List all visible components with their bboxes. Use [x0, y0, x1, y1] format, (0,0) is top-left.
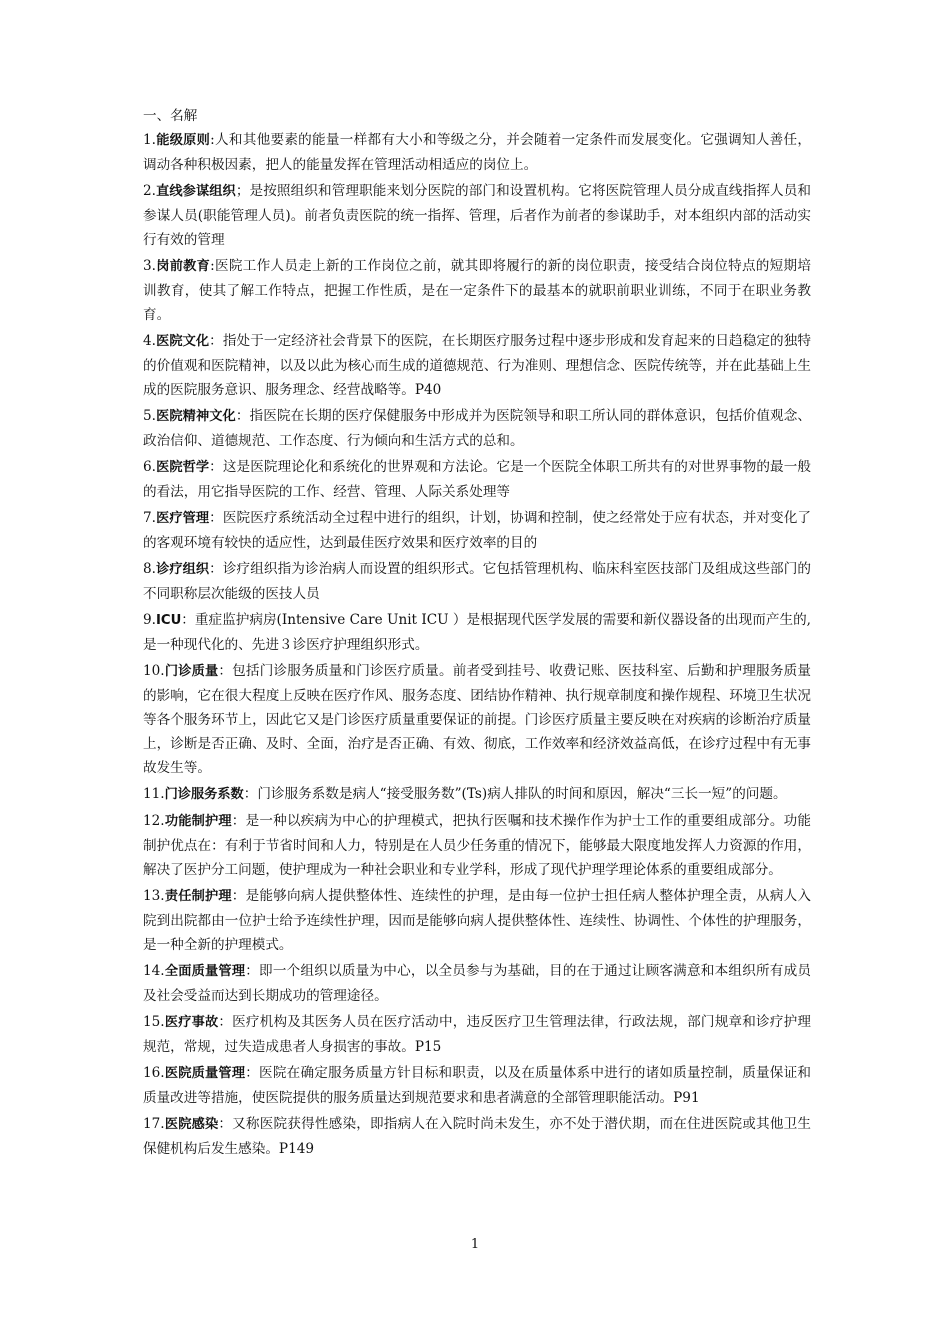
- entry-term: 功能制护理: [164, 814, 232, 829]
- entry-separator: ：: [245, 1065, 260, 1081]
- entry-definition: 是能够向病人提供整体性、连续性的护理，是由每一位护士担任病人整体护理全责，从病人入院到出院都由一位护士给予连续性护理，因而是能够向病人提供整体性、连续性、协调性、个体性的护理服务，是一种全新的护理模式。: [143, 888, 812, 953]
- entry-number: 6.: [143, 459, 156, 475]
- document-body: [143, 104, 811, 1163]
- entry-term: 直线参谋组织: [155, 184, 236, 199]
- entry-term: 能级原则: [155, 133, 211, 148]
- definition-entry: [143, 608, 811, 657]
- entry-separator: ：: [209, 561, 223, 577]
- entry-definition: 又称医院获得性感染，即指病人在入院时尚未发生，亦不处于潜伏期，而在住进医院或其他卫生保健机构后发生感染。P149: [143, 1116, 812, 1157]
- entry-definition: 指处于一定经济社会背景下的医院，在长期医疗服务过程中逐步形成和发育起来的日趋稳定的独特的价值观和医院精神，以及以此为核心而生成的道德规范、行为准则、理想信念、医院传统等，并在此基础上生成的医院服务意识、服务理念、经营战略等。P40: [143, 333, 812, 398]
- entry-separator: ；: [235, 183, 250, 199]
- entry-number: 5.: [143, 408, 156, 424]
- entry-number: 3.: [143, 258, 156, 274]
- entry-term: 医院精神文化: [155, 409, 236, 424]
- definition-entry: [143, 659, 811, 780]
- definition-entry: [143, 557, 811, 606]
- entry-number: 1.: [143, 132, 156, 148]
- definition-entry: [143, 179, 811, 252]
- entry-term: 医疗事故: [164, 1015, 219, 1030]
- entry-number: 12.: [143, 813, 165, 829]
- entry-term: 责任制护理: [164, 889, 232, 904]
- entry-definition: 人和其他要素的能量一样都有大小和等级之分，并会随着一定条件而发展变化。它强调知人善任，调动各种积极因素，把人的能量发挥在管理活动相适应的岗位上。: [143, 132, 812, 173]
- entry-term: 门诊质量: [164, 664, 219, 679]
- entry-definition: 医疗机构及其医务人员在医疗活动中，违反医疗卫生管理法律，行政法规，部门规章和诊疗护理规范，常规，过失造成患者人身损害的事故。P15: [143, 1014, 812, 1055]
- entry-number: 17.: [143, 1116, 165, 1132]
- entry-separator: ：: [235, 408, 250, 424]
- entry-term: ICU: [155, 613, 182, 628]
- entry-term: 医院哲学: [155, 460, 210, 475]
- entry-number: 7.: [143, 510, 156, 526]
- entry-separator: ：: [181, 612, 195, 628]
- entry-term: 医院文化: [155, 334, 210, 349]
- entry-number: 15.: [143, 1014, 165, 1030]
- entry-definition: 门诊服务系数是病人“接受服务数”(Ts)病人排队的时间和原因，解决“三长一短”的问题。: [257, 786, 787, 802]
- definition-entry: [143, 782, 811, 807]
- section-heading: 一、名解: [143, 108, 198, 124]
- entry-number: 4.: [143, 333, 156, 349]
- entry-number: 9.: [143, 612, 156, 628]
- entry-definition: 即一个组织以质量为中心，以全员参与为基础，目的在于通过让顾客满意和本组织所有成员及社会受益而达到长期成功的管理途径。: [143, 963, 812, 1004]
- entry-term: 全面质量管理: [164, 964, 246, 979]
- entry-number: 16.: [143, 1065, 165, 1081]
- entry-definition: 是按照组织和管理职能来划分医院的部门和设置机构。它将医院管理人员分成直线指挥人员和参谋人员(职能管理人员)。前者负责医院的统一指挥、管理，后者作为前者的参谋助手，对本组织内部的活动实行有效的管理: [143, 183, 812, 248]
- definition-entry: [143, 1112, 811, 1161]
- entry-separator: ：: [245, 963, 260, 979]
- definition-entry: [143, 884, 811, 957]
- entry-separator: ：: [209, 510, 223, 526]
- entry-separator: ：: [231, 813, 246, 829]
- entry-number: 14.: [143, 963, 165, 979]
- entry-separator: ：: [209, 459, 223, 475]
- entry-separator: ：: [218, 1116, 233, 1132]
- entry-separator: ：: [218, 663, 233, 679]
- entry-definition: 医院医疗系统活动全过程中进行的组织，计划，协调和控制，使之经常处于应有状态，并对变化了的客观环境有较快的适应性，达到最佳医疗效果和医疗效率的目的: [143, 510, 812, 551]
- definition-entry: [143, 959, 811, 1008]
- entry-definition: 包括门诊服务质量和门诊医疗质量。前者受到挂号、收费记账、医技科室、后勤和护理服务质量的影响，它在很大程度上反映在医疗作风、服务态度、团结协作精神、执行规章制度和操作规程、环境卫生状况等各个服务环节上，因此它又是门诊医疗质量重要保证的前提。门诊医疗质量主要反映在对疾病的诊断治疗质量上，诊断是否正确、及时、全面，治疗是否正确、有效、彻底，工作效率和经济效益高低，在诊疗过程中有无事故发生等。: [143, 663, 812, 776]
- entry-definition: 指医院在长期的医疗保健服务中形成并为医院领导和职工所认同的群体意识，包括价值观念、政治信仰、道德规范、工作态度、行为倾向和生活方式的总和。: [143, 408, 812, 449]
- entry-separator: ：: [218, 1014, 233, 1030]
- definition-entry: [143, 1061, 811, 1110]
- entry-definition: 是一种以疾病为中心的护理模式，把执行医嘱和技术操作作为护士工作的重要组成部分。功能制护优点在：有利于节省时间和人力，特别是在人员少任务重的情况下，能够最大限度地发挥人力资源的作用，解决了医护分工问题，使护理成为一种社会职业和专业学科，形成了现代护理学理论体系的重要组成部分。: [143, 813, 812, 878]
- definition-entry: [143, 128, 811, 177]
- page-number: 1: [470, 1237, 480, 1252]
- entry-term: 岗前教育: [155, 259, 211, 274]
- definition-list: [143, 128, 811, 1161]
- entry-number: 11.: [143, 786, 165, 802]
- definition-entry: [143, 329, 811, 402]
- entry-number: 13.: [143, 888, 165, 904]
- entry-separator: :: [210, 132, 215, 148]
- definition-entry: [143, 506, 811, 555]
- entry-term: 医院感染: [164, 1117, 219, 1132]
- entry-definition: 重症监护病房(Intensive Care Unit ICU ）是根据现代医学发展的需要和新仪器设备的出现而产生的,是一种现代化的、先进３诊医疗护理组织形式。: [143, 612, 812, 653]
- entry-definition: 这是医院理论化和系统化的世界观和方法论。它是一个医院全体职工所共有的对世界事物的最一般的看法，用它指导医院的工作、经营、管理、人际关系处理等: [143, 459, 812, 500]
- entry-number: 10.: [143, 663, 165, 679]
- definition-entry: [143, 809, 811, 882]
- entry-term: 诊疗组织: [155, 562, 210, 577]
- entry-separator: ：: [243, 786, 258, 802]
- definition-entry: [143, 404, 811, 453]
- definition-entry: [143, 455, 811, 504]
- entry-separator: ：: [231, 888, 246, 904]
- entry-term: 门诊服务系数: [164, 787, 244, 802]
- entry-term: 医院质量管理: [164, 1066, 246, 1081]
- entry-definition: 医院在确定服务质量方针目标和职责，以及在质量体系中进行的诸如质量控制，质量保证和质量改进等措施，使医院提供的服务质量达到规范要求和患者满意的全部管理职能活动。P91: [143, 1065, 812, 1106]
- entry-number: 2.: [143, 183, 156, 199]
- entry-term: 医疗管理: [155, 511, 210, 526]
- definition-entry: [143, 254, 811, 327]
- entry-definition: 医院工作人员走上新的工作岗位之前，就其即将履行的新的岗位职责，接受结合岗位特点的短期培训教育，使其了解工作特点，把握工作性质，是在一定条件下的最基本的就职前职业训练，不同于在职业务教育。: [143, 258, 812, 323]
- entry-definition: 诊疗组织指为诊治病人而设置的组织形式。它包括管理机构、临床科室医技部门及组成这些部门的不同职称层次能级的医技人员: [143, 561, 812, 602]
- entry-separator: ：: [209, 333, 223, 349]
- entry-number: 8.: [143, 561, 156, 577]
- entry-separator: :: [210, 258, 215, 274]
- definition-entry: [143, 1010, 811, 1059]
